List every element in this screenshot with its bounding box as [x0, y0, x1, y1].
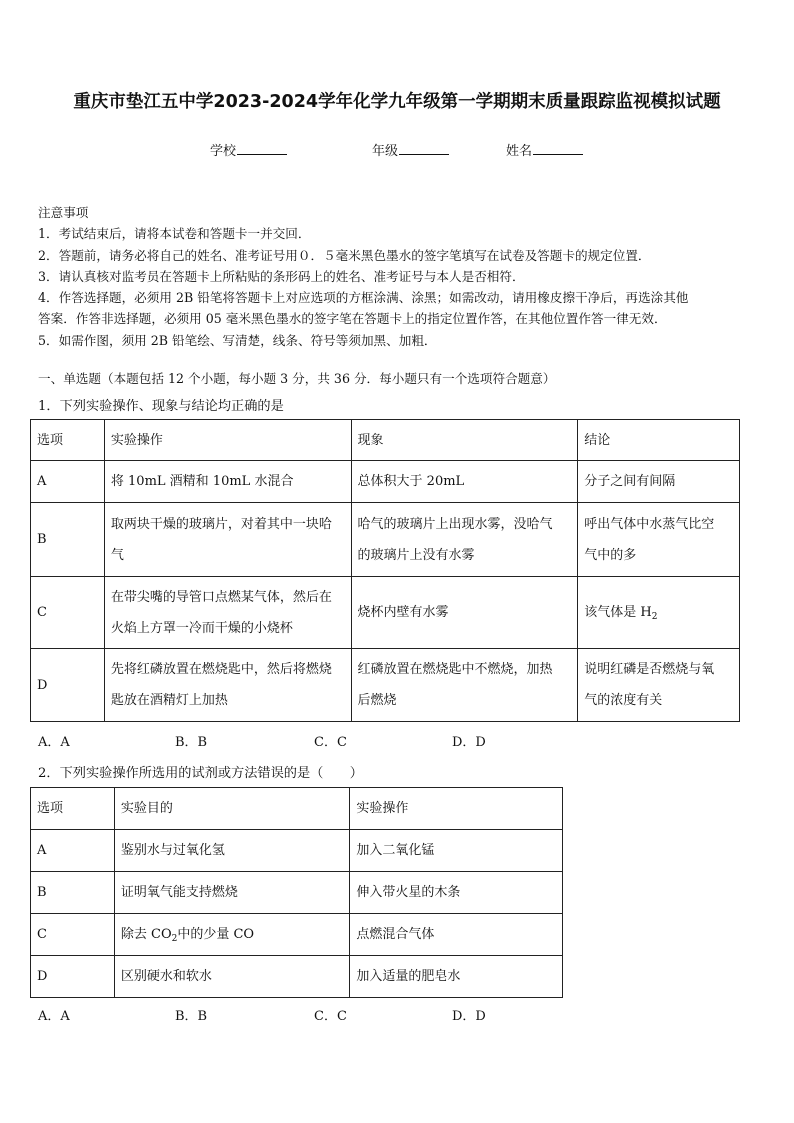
- school-blank[interactable]: [237, 142, 287, 155]
- notes-section: [38, 202, 760, 351]
- option-cell: D: [31, 649, 105, 722]
- operation-text: 火焰上方罩一冷而干燥的小烧杯: [110, 620, 293, 636]
- school-field[interactable]: [210, 140, 287, 159]
- table-row: [31, 914, 563, 956]
- header-cell: 实验目的: [114, 788, 350, 830]
- grade-field[interactable]: [372, 140, 449, 159]
- conclusion-text: 气中的多: [584, 547, 637, 563]
- goal-text: 除去 CO: [120, 927, 172, 942]
- conclusion-text: 气的浓度有关: [584, 693, 663, 708]
- option-a[interactable]: A．A: [38, 735, 70, 750]
- conclusion-cell: [578, 461, 740, 503]
- name-field[interactable]: [506, 140, 583, 159]
- student-info-row: [0, 140, 794, 162]
- option-c[interactable]: C．C: [314, 1009, 347, 1024]
- operation-cell: [104, 649, 351, 722]
- phenomenon-text: 烧杯内壁有水雾: [357, 605, 449, 620]
- name-blank[interactable]: [533, 142, 583, 155]
- operation-text: 取两块干燥的玻璃片，对着其中一块哈: [110, 516, 332, 532]
- option-cell: A: [31, 830, 115, 872]
- subscript: 2: [171, 934, 178, 944]
- option-cell: C: [31, 914, 115, 956]
- option-d[interactable]: D．D: [452, 1009, 486, 1024]
- table-header-row: [31, 420, 740, 461]
- table-row: [31, 830, 563, 872]
- note-item: 4．作答选择题，必须用 2B 铅笔将答题卡上对应选项的方框涂满、涂黑；如需改动，请用橡皮擦干净后，再选涂其他: [38, 290, 689, 306]
- subscript: 2: [651, 612, 658, 622]
- header-cell: 现象: [351, 420, 578, 461]
- phenomenon-cell: [351, 649, 578, 722]
- goal-cell: [114, 914, 350, 956]
- question-1-table: [30, 419, 740, 722]
- note-item: 5．如需作图，须用 2B 铅笔绘、写清楚，线条、符号等须加黑、加粗．: [38, 332, 437, 348]
- operation-text: 先将红磷放置在燃烧匙中，然后将燃烧: [110, 662, 332, 677]
- goal-cell: 证明氧气能支持燃烧: [114, 872, 350, 914]
- table-row: [31, 577, 740, 649]
- phenomenon-text: 哈气的玻璃片上出现水雾，没哈气: [357, 516, 553, 532]
- question-1-options: [38, 731, 638, 751]
- operation-cell: 伸入带火星的木条: [350, 872, 563, 914]
- table-header-row: [31, 788, 563, 830]
- goal-cell: 鉴别水与过氧化氢: [114, 830, 350, 872]
- section-heading: 一、单选题（本题包括 12 个小题，每小题 3 分，共 36 分．每小题只有一个选项符合题意）: [38, 371, 556, 386]
- grade-blank[interactable]: [399, 142, 449, 155]
- notes-heading: 注意事项: [38, 205, 89, 220]
- operation-text: 将 10mL 酒精和 10mL 水混合: [110, 474, 294, 489]
- conclusion-cell: [578, 577, 740, 649]
- option-cell: C: [31, 577, 105, 649]
- goal-cell: 区别硬水和软水: [114, 956, 350, 998]
- operation-cell: 加入二氧化锰: [350, 830, 563, 872]
- conclusion-text: 呼出气体中水蒸气比空: [584, 516, 715, 532]
- phenomenon-text: 总体积大于 20mL: [357, 474, 465, 489]
- phenomenon-text: 的玻璃片上没有水雾: [357, 547, 475, 563]
- option-a[interactable]: A．A: [38, 1009, 70, 1024]
- table-row: [31, 872, 563, 914]
- header-cell: 选项: [31, 788, 115, 830]
- option-cell: B: [31, 872, 115, 914]
- operation-cell: 点燃混合气体: [350, 914, 563, 956]
- table-row: [31, 649, 740, 722]
- conclusion-cell: [578, 649, 740, 722]
- header-cell: 选项: [31, 420, 105, 461]
- phenomenon-text: 后燃烧: [357, 693, 397, 708]
- conclusion-cell: [578, 503, 740, 577]
- operation-text: 匙放在酒精灯上加热: [110, 693, 228, 708]
- option-d[interactable]: D．D: [452, 735, 486, 750]
- phenomenon-text: 红磷放置在燃烧匙中不燃烧，加热: [357, 662, 553, 677]
- header-cell: 实验操作: [104, 420, 351, 461]
- question-2-stem: 2．下列实验操作所选用的试剂或方法错误的是（ ）: [38, 766, 363, 781]
- header-cell: 结论: [578, 420, 740, 461]
- question-1-stem: 1．下列实验操作、现象与结论均正确的是: [38, 399, 284, 414]
- question-2-table: [30, 787, 563, 998]
- name-label: 姓名: [506, 144, 533, 159]
- note-item: 1．考试结束后，请将本试卷和答题卡一并交回．: [38, 226, 311, 242]
- operation-text: 气: [110, 547, 124, 563]
- option-cell: D: [31, 956, 115, 998]
- operation-cell: 加入适量的肥皂水: [350, 956, 563, 998]
- option-c[interactable]: C．C: [314, 735, 347, 750]
- phenomenon-cell: [351, 461, 578, 503]
- goal-text: 中的少量 CO: [177, 927, 255, 942]
- conclusion-text: 该气体是 H: [584, 605, 652, 620]
- operation-cell: [104, 503, 351, 577]
- operation-cell: [104, 577, 351, 649]
- option-b[interactable]: B．B: [175, 1009, 208, 1024]
- phenomenon-cell: [351, 503, 578, 577]
- table-row: [31, 461, 740, 503]
- conclusion-text: 分子之间有间隔: [584, 474, 676, 489]
- note-item: 2．答题前，请务必将自己的姓名、准考证号用０．５毫米黑色墨水的签字笔填写在试卷及答题卡的规定位置．: [38, 247, 651, 263]
- grade-label: 年级: [372, 144, 399, 159]
- phenomenon-cell: [351, 577, 578, 649]
- exam-title: 重庆市垫江五中学2023-2024学年化学九年级第一学期期末质量跟踪监视模拟试题: [73, 92, 721, 112]
- option-b[interactable]: B．B: [175, 735, 208, 750]
- table-row: [31, 503, 740, 577]
- school-label: 学校: [210, 144, 237, 159]
- note-item: 答案．作答非选择题，必须用 05 毫米黑色墨水的签字笔在答题卡上的指定位置作答，在其他位置作答一律无效．: [38, 311, 667, 327]
- table-row: [31, 956, 563, 998]
- operation-cell: [104, 461, 351, 503]
- conclusion-text: 说明红磷是否燃烧与氧: [584, 662, 715, 677]
- question-2-options: [38, 1005, 638, 1025]
- option-cell: B: [31, 503, 105, 577]
- option-cell: A: [31, 461, 105, 503]
- header-cell: 实验操作: [350, 788, 563, 830]
- operation-text: 在带尖嘴的导管口点燃某气体，然后在: [110, 589, 332, 605]
- note-item: 3．请认真核对监考员在答题卡上所粘贴的条形码上的姓名、准考证号与本人是否相符．: [38, 268, 525, 284]
